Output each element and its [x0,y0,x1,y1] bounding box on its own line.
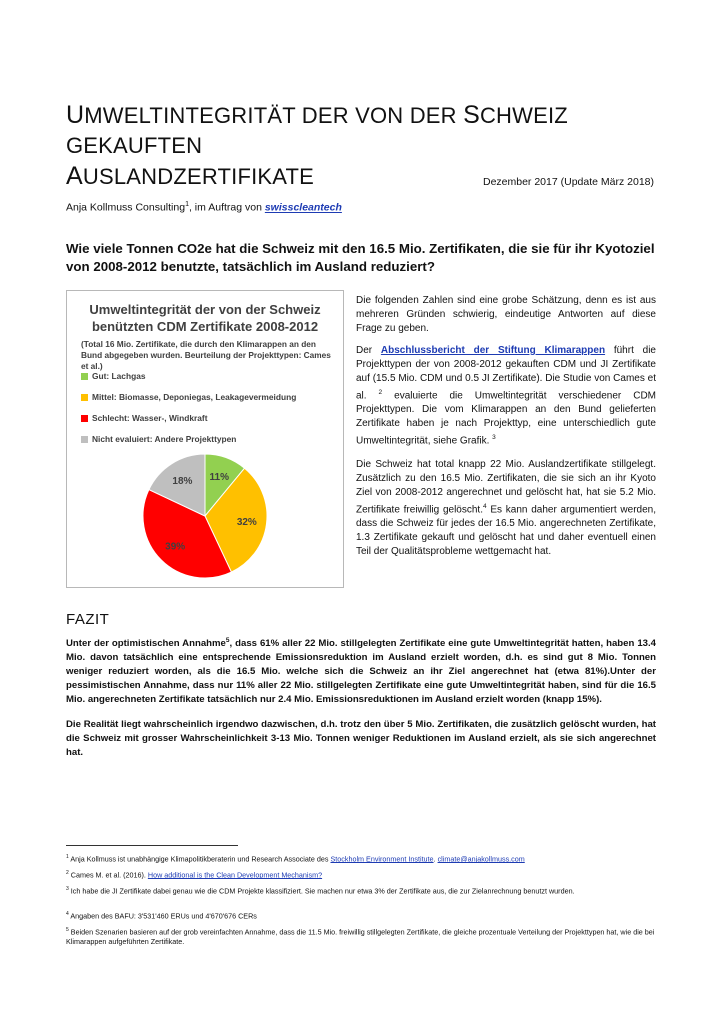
klimarappen-paragraph: Der Abschlussbericht der Stiftung Klimarappen führt die Projekttypen der von 2008-2012 gekauften CDM und JI Zertifikate auf (15.5 Mio. CDM und 0.5 JI Zertifikate). Die Studie von Cames et al. $^2$ evaluierte die Umweltintegrität verschiedener CDM Projekttypen. Die vom Klimarappen an den Bund gelieferten Zertifikate haben je nach Projekttyp, eine unterschiedlich gute Umweltintegrität, siehe Grafik. $^3$ [356,345,657,447]
abschlussbericht-link[interactable]: Abschlussbericht der Stiftung Klimarappen [380,345,606,356]
chart-subtitle: (Total 16 Mio. Zertifikate, die durch den Klimarappen an den Bund abgegeben wurden. Beurteilung der Projekttypen: Cames et al.) [81,339,331,371]
legend-label: Schlecht: Wasser-, Windkraft [92,413,208,423]
fazit-paragraph-2: Die Realität liegt wahrscheinlich irgendwo dazwischen, d.h. trotz den über 5 Mio. Zertifikaten, die zusätzlich gelöscht wurden, hat die Schweiz mit grosser Wahrscheinlichkeit 3-13 Mio. Tonnen weniger Reduktionen im Ausland erzielt, als sie sich angerechnet hat. [66,719,656,758]
swisscleantech-link[interactable]: swisscleantech [264,201,342,214]
legend-swatch [81,373,88,380]
footnote-2: $^2$ Cames M. et al. (2016). How additional is the Clean Development Mechanism? [66,870,323,880]
pie-data-label: 32% [236,516,257,528]
pie-data-label: 11% [209,471,230,483]
legend-label: Nicht evaluiert: Andere Projekttypen [92,434,237,444]
footnote-divider [66,845,238,846]
pie-chart [135,446,275,586]
legend-label: Mittel: Biomasse, Deponiegas, Leakagevermeidung [92,392,297,402]
fazit-heading: FAZIT [66,611,110,628]
lead-question: Wie viele Tonnen CO2e hat die Schweiz mit den 16.5 Mio. Zertifikaten, die sie für ihr Kyotoziel von 2008-2012 benutzte, tatsächlich im Ausland reduziert? [66,241,655,274]
legend-label: Gut: Lachgas [92,371,146,381]
intro-paragraph: Die folgenden Zahlen sind eine grobe Schätzung, denn es ist aus mehreren Gründen schwierig, eindeutige Antworten auf diese Frage zu geben. [356,295,656,334]
footnote-4: $^4$ Angaben des BAFU: 3'531'460 ERUs und 4'670'676 CERs [66,911,257,921]
legend-swatch [81,415,88,422]
pie-data-label: 39% [165,541,186,553]
author-line: Anja Kollmuss Consulting$^1$, im Auftrag von swisscleantech [66,201,342,214]
document-date: Dezember 2017 (Update März 2018) [482,176,654,188]
pie-data-label: 18% [172,475,193,487]
footnote-5: $^5$ Beiden Szenarien basieren auf der grob vereinfachten Annahme, dass die 11.5 Mio. freiwillig stillgelegten Zertifikate, die gleiche prozentuale Verteilung der Projekttypen hat, wie die bei Klimarappen aufgeführten Zertifikate. [66,927,655,947]
cames-study-link[interactable]: How additional is the Clean Development Mechanism? [147,870,323,880]
sei-link[interactable]: Stockholm Environment Institute [330,854,434,864]
legend-swatch [81,436,88,443]
document-title: UMWELTINTEGRITÄT DER VON DER SCHWEIZ GEKAUFTEN AUSLANDZERTIFIKATE [66,101,568,190]
fazit-paragraph-1: Unter der optimistischen Annahme$^5$, dass 61% aller 22 Mio. stillgelegten Zertifikate eine gute Umweltintegrität hatten, haben 13.4 Mio. davon tatsächlich eine entsprechende Emissionsreduktion im Ausland erzielt worden, d.h. es sind gut 8 Mio. Tonnen weniger reduziert worden, als die 16.5 Mio. welche sich die Schweiz an ihr Ziel angerechnet hat (etwa 81%).Unter der pessimistischen Annahme, dass nur 11% aller 22 Mio. stillgelegten Zertifikate eine gute Umweltintegrität haben, sind für die 16.5 Mio. angerechneten Zertifikate tatsächlich nur 2.4 Mio. Emissionsreduktionen im Ausland erzielt worden (knapp 15%). [66,637,656,706]
pie-chart-box [66,290,344,588]
email-link[interactable]: climate@anjakollmuss.com [437,854,525,864]
schweiz-paragraph: Die Schweiz hat total knapp 22 Mio. Auslandzertifikate stillgelegt. Zusätzlich zu den 16.5 Mio. Zertifikaten, die sie sich an ihr Kyoto Ziel von 2008-2012 angerechnet und gelöscht hat, hat sie 5.2 Mio. Zertifikate freiwillig gelöscht.$^4$ Es kann daher argumentiert werden, dass die Schweiz für jedes der 16.5 Mio. angerechneten Zertifikate, 1.3 Zertifikate gekauft und gelöscht hat und daher eventuell einen Teil der Qualitätsprobleme wettgemacht hat. [356,459,656,558]
chart-title: Umweltintegrität der von der Schweiz benützten CDM Zertifikate 2008-2012 [89,302,321,334]
footnote-1: $^1$ Anja Kollmuss ist unabhängige Klimapolitikberaterin und Research Associate des Stockholm Environment Institute. climate@anjakollmuss.com [66,854,525,864]
footnote-3: $^3$ Ich habe die JI Zertifikate dabei genau wie die CDM Projekte klassifiziert. Sie machen nur etwa 3% der Zertifikate aus, die zur Zielanrechnung benutzt wurden. [66,886,575,896]
legend-swatch [81,394,88,401]
